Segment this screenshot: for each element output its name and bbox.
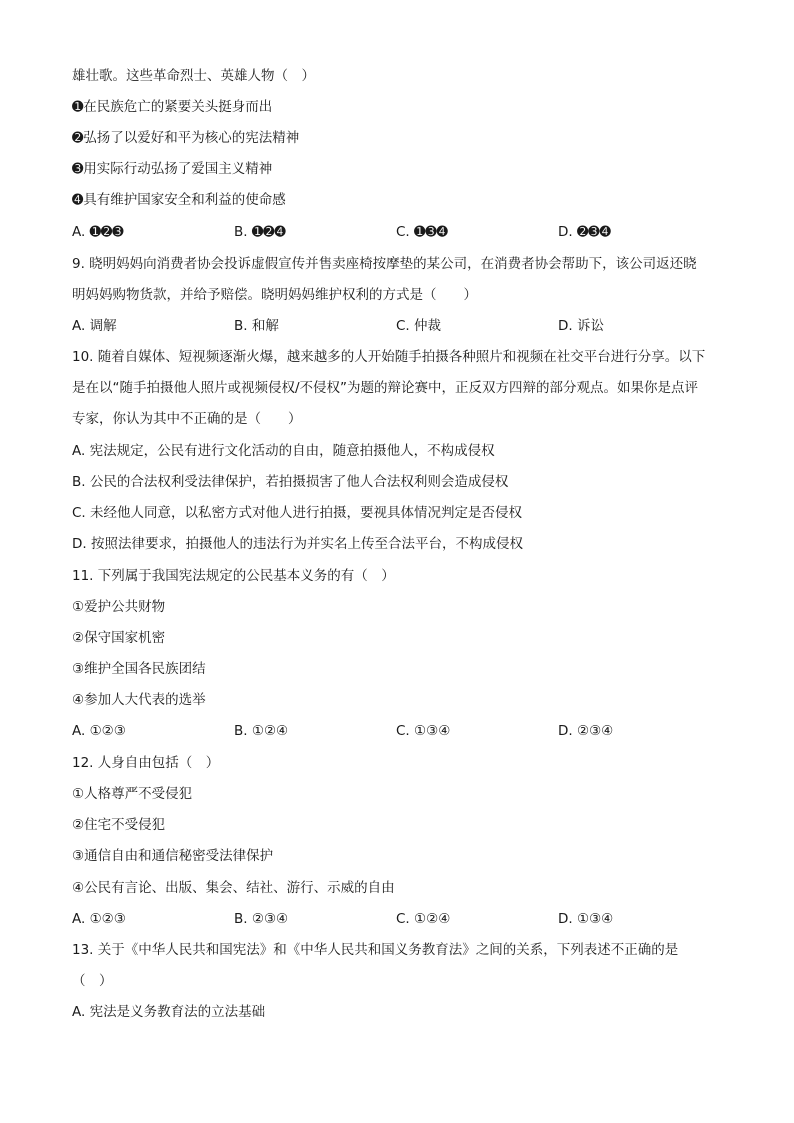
- q12-item-2: ②住宅不受侵犯: [72, 817, 166, 833]
- q8-item-4: ➍具有维护国家安全和利益的使命感: [72, 192, 286, 208]
- q11-item-4: ④参加人大代表的选举: [72, 692, 206, 708]
- q8-option-d: D. ➋➌➍: [558, 224, 611, 240]
- q10-stem-line1: 10. 随着自媒体、短视频逐渐火爆，越来越多的人开始随手拍摄各种照片和视频在社交平台进行分享。以下: [72, 349, 706, 365]
- q13-stem-line2: （ ）: [72, 973, 113, 989]
- q12-option-a: A. ①②③: [72, 911, 126, 927]
- q11-option-d: D. ②③④: [558, 723, 614, 739]
- q12-item-4: ④公民有言论、出版、集会、结社、游行、示威的自由: [72, 880, 395, 896]
- q9-option-c: C. 仲裁: [396, 318, 442, 334]
- q11-option-b: B. ①②④: [234, 723, 289, 739]
- q12-option-b: B. ②③④: [234, 911, 289, 927]
- q12-option-d: D. ①③④: [558, 911, 614, 927]
- q8-option-a: A. ➊➋➌: [72, 224, 124, 240]
- q10-stem-line3: 专家，你认为其中不正确的是（ ）: [72, 411, 302, 427]
- q11-stem: 11. 下列属于我国宪法规定的公民基本义务的有（ ）: [72, 568, 395, 584]
- q8-item-3: ➌用实际行动弘扬了爱国主义精神: [72, 161, 273, 177]
- q9-stem-line2: 明妈妈购物货款，并给予赔偿。晓明妈妈维护权利的方式是（ ）: [72, 287, 477, 303]
- q9-option-a: A. 调解: [72, 318, 117, 334]
- q11-item-1: ①爱护公共财物: [72, 599, 166, 615]
- q10-option-d: D. 按照法律要求，拍摄他人的违法行为并实名上传至合法平台，不构成侵权: [72, 536, 523, 552]
- q11-option-c: C. ①③④: [396, 723, 451, 739]
- q8-stem-tail: 雄壮歌。这些革命烈士、英雄人物（ ）: [72, 68, 315, 84]
- q12-item-1: ①人格尊严不受侵犯: [72, 786, 193, 802]
- q10-option-a: A. 宪法规定，公民有进行文化活动的自由，随意拍摄他人，不构成侵权: [72, 443, 495, 459]
- q12-option-c: C. ①②④: [396, 911, 451, 927]
- q12-stem: 12. 人身自由包括（ ）: [72, 755, 220, 771]
- q13-option-a: A. 宪法是义务教育法的立法基础: [72, 1004, 266, 1020]
- q12-item-3: ③通信自由和通信秘密受法律保护: [72, 848, 274, 864]
- q10-option-c: C. 未经他人同意，以私密方式对他人进行拍摄，要视具体情况判定是否侵权: [72, 505, 523, 521]
- q13-stem-line1: 13. 关于《中华人民共和国宪法》和《中华人民共和国义务教育法》之间的关系，下列表述不正确的是: [72, 942, 679, 958]
- q10-stem-line2: 是在以“随手拍摄他人照片或视频侵权/不侵权”为题的辩论赛中，正反双方四辩的部分观点。如果你是点评: [72, 380, 699, 396]
- q8-option-b: B. ➊➋➍: [234, 224, 286, 240]
- q8-option-c: C. ➊➌➍: [396, 224, 448, 240]
- q8-item-2: ➋弘扬了以爱好和平为核心的宪法精神: [72, 130, 300, 146]
- q9-option-b: B. 和解: [234, 318, 279, 334]
- q8-item-1: ➊在民族危亡的紧要关头挺身而出: [72, 99, 273, 115]
- q11-option-a: A. ①②③: [72, 723, 126, 739]
- q10-option-b: B. 公民的合法权利受法律保护，若拍摄损害了他人合法权利则会造成侵权: [72, 474, 509, 490]
- q11-item-2: ②保守国家机密: [72, 630, 166, 646]
- q9-option-d: D. 诉讼: [558, 318, 604, 334]
- q11-item-3: ③维护全国各民族团结: [72, 661, 206, 677]
- q9-stem-line1: 9. 晓明妈妈向消费者协会投诉虚假宣传并售卖座椅按摩垫的某公司，在消费者协会帮助下，该公司返还晓: [72, 256, 697, 272]
